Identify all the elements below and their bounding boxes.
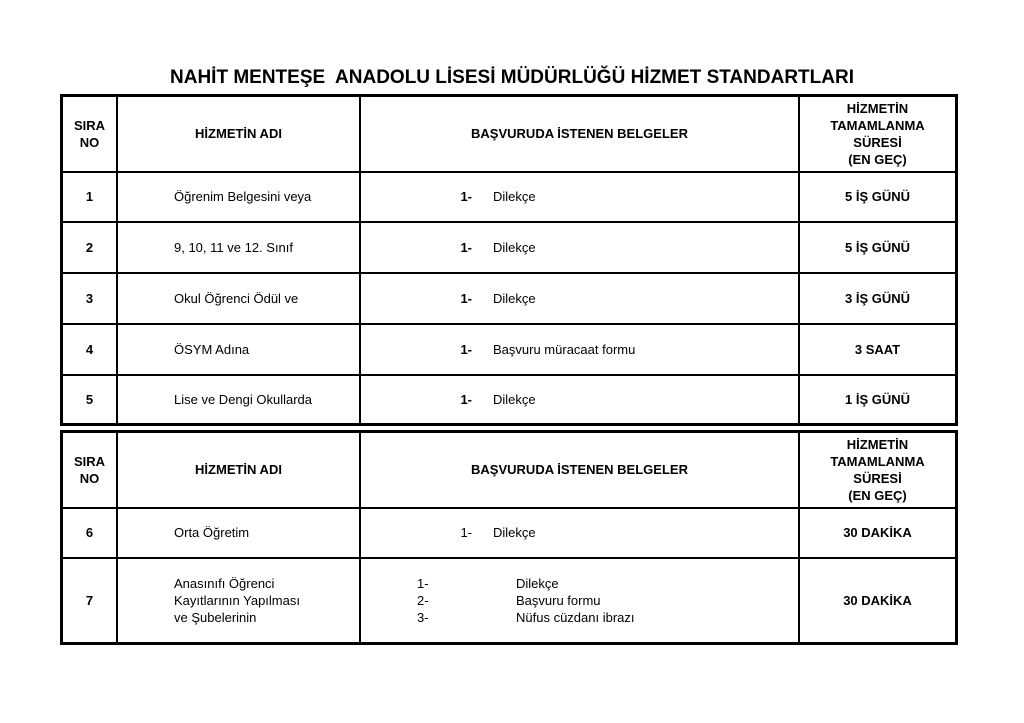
document-text: Dilekçe <box>493 189 536 204</box>
service-name-line: ÖSYM Adına <box>174 341 250 357</box>
header-sira: SIRA <box>73 117 106 133</box>
header-sure-line: TAMAMLANMA <box>830 117 925 133</box>
document-text: Dilekçe <box>493 290 536 306</box>
header-sure-line: HİZMETİN <box>846 100 909 116</box>
required-documents <box>360 324 799 375</box>
document-list <box>361 524 798 541</box>
header-belgeler: BAŞVURUDA İSTENEN BELGELER <box>360 432 799 508</box>
header-sure-line: (EN GEÇ) <box>848 487 907 503</box>
service-name-line: Kayıtlarının Yapılması <box>174 592 300 608</box>
service-name <box>117 324 360 375</box>
service-table-1 <box>60 94 958 426</box>
document-item <box>361 290 798 307</box>
document-text: Başvuru formu <box>516 592 601 608</box>
document-text: Dilekçe <box>493 525 536 540</box>
document-number: 1- <box>460 525 472 540</box>
completion-time: 3 İŞ GÜNÜ <box>799 273 957 324</box>
header-sure <box>799 96 957 172</box>
document-item <box>361 592 798 609</box>
header-no: NO <box>79 470 100 486</box>
document-item <box>361 524 798 541</box>
service-name <box>117 172 360 222</box>
document-text: Nüfus cüzdanı ibrazı <box>516 609 635 625</box>
required-documents <box>360 508 799 558</box>
row-number: 7 <box>62 558 118 644</box>
table-row <box>62 558 957 644</box>
document-number: 1- <box>460 189 472 204</box>
document-number: 1- <box>460 290 472 306</box>
required-documents <box>360 172 799 222</box>
completion-time: 1 İŞ GÜNÜ <box>799 375 957 425</box>
header-sira-no <box>62 96 118 172</box>
row-number: 6 <box>62 508 118 558</box>
header-sure-line: SÜRESİ <box>853 134 902 150</box>
service-name-line: 9, 10, 11 ve 12. Sınıf <box>174 239 294 255</box>
document-item <box>361 609 798 626</box>
header-no: NO <box>79 134 100 150</box>
service-name <box>117 222 360 273</box>
completion-time: 30 DAKİKA <box>799 508 957 558</box>
document-number: 1- <box>460 239 472 255</box>
service-name <box>117 508 360 558</box>
row-number: 2 <box>62 222 118 273</box>
table-row <box>62 222 957 273</box>
completion-time: 3 SAAT <box>799 324 957 375</box>
document-text: Başvuru müracaat formu <box>493 341 636 357</box>
document-item <box>361 341 798 358</box>
table-header-row <box>62 432 957 508</box>
completion-time: 5 İŞ GÜNÜ <box>799 172 957 222</box>
required-documents <box>360 222 799 273</box>
required-documents <box>360 273 799 324</box>
row-number: 5 <box>62 375 118 425</box>
document-number: 1- <box>460 341 472 357</box>
table-row <box>62 324 957 375</box>
header-hizmet-adi: HİZMETİN ADI <box>117 96 360 172</box>
service-name-line: Okul Öğrenci Ödül ve <box>174 290 299 306</box>
table-row <box>62 172 957 222</box>
document-item <box>361 188 798 205</box>
document-number: 2- <box>417 592 429 608</box>
header-belgeler: BAŞVURUDA İSTENEN BELGELER <box>360 96 799 172</box>
page-title: NAHİT MENTEŞE ANADOLU LİSESİ MÜDÜRLÜĞÜ HİZMET STANDARTLARI <box>170 67 854 88</box>
service-name-line: Orta Öğretim <box>174 525 250 540</box>
document-number: 1- <box>460 391 472 407</box>
table-row <box>62 273 957 324</box>
service-table-2 <box>60 430 958 645</box>
header-sira-no <box>62 432 118 508</box>
header-hizmet-adi: HİZMETİN ADI <box>117 432 360 508</box>
document-item <box>361 239 798 256</box>
document-number: 1- <box>417 575 429 591</box>
table-header-row <box>62 96 957 172</box>
header-sure-line: HİZMETİN <box>846 436 909 452</box>
service-name-line: Lise ve Dengi Okullarda <box>174 391 313 407</box>
document-list <box>361 239 798 256</box>
document-number: 3- <box>417 609 429 625</box>
document-text: Dilekçe <box>516 575 559 591</box>
required-documents <box>360 558 799 644</box>
document-list <box>361 341 798 358</box>
table-row <box>62 508 957 558</box>
service-name <box>117 375 360 425</box>
document-list <box>361 391 798 408</box>
header-sure-line: SÜRESİ <box>853 470 902 486</box>
service-name <box>117 558 360 644</box>
document-list <box>361 575 798 626</box>
table-row <box>62 375 957 425</box>
document-list <box>361 290 798 307</box>
row-number: 4 <box>62 324 118 375</box>
service-name-line: ve Şubelerinin <box>174 609 257 625</box>
completion-time: 30 DAKİKA <box>799 558 957 644</box>
completion-time: 5 İŞ GÜNÜ <box>799 222 957 273</box>
document-text: Dilekçe <box>493 239 536 255</box>
document-item <box>361 391 798 408</box>
header-sure <box>799 432 957 508</box>
document-text: Dilekçe <box>493 391 536 407</box>
service-name-line: Öğrenim Belgesini veya <box>174 189 312 204</box>
required-documents <box>360 375 799 425</box>
header-sure-line: (EN GEÇ) <box>848 151 907 167</box>
row-number: 3 <box>62 273 118 324</box>
service-name <box>117 273 360 324</box>
service-name-line: Anasınıfı Öğrenci <box>174 575 275 591</box>
row-number: 1 <box>62 172 118 222</box>
document-list <box>361 188 798 205</box>
document-item <box>361 575 798 592</box>
header-sira: SIRA <box>73 453 106 469</box>
header-sure-line: TAMAMLANMA <box>830 453 925 469</box>
